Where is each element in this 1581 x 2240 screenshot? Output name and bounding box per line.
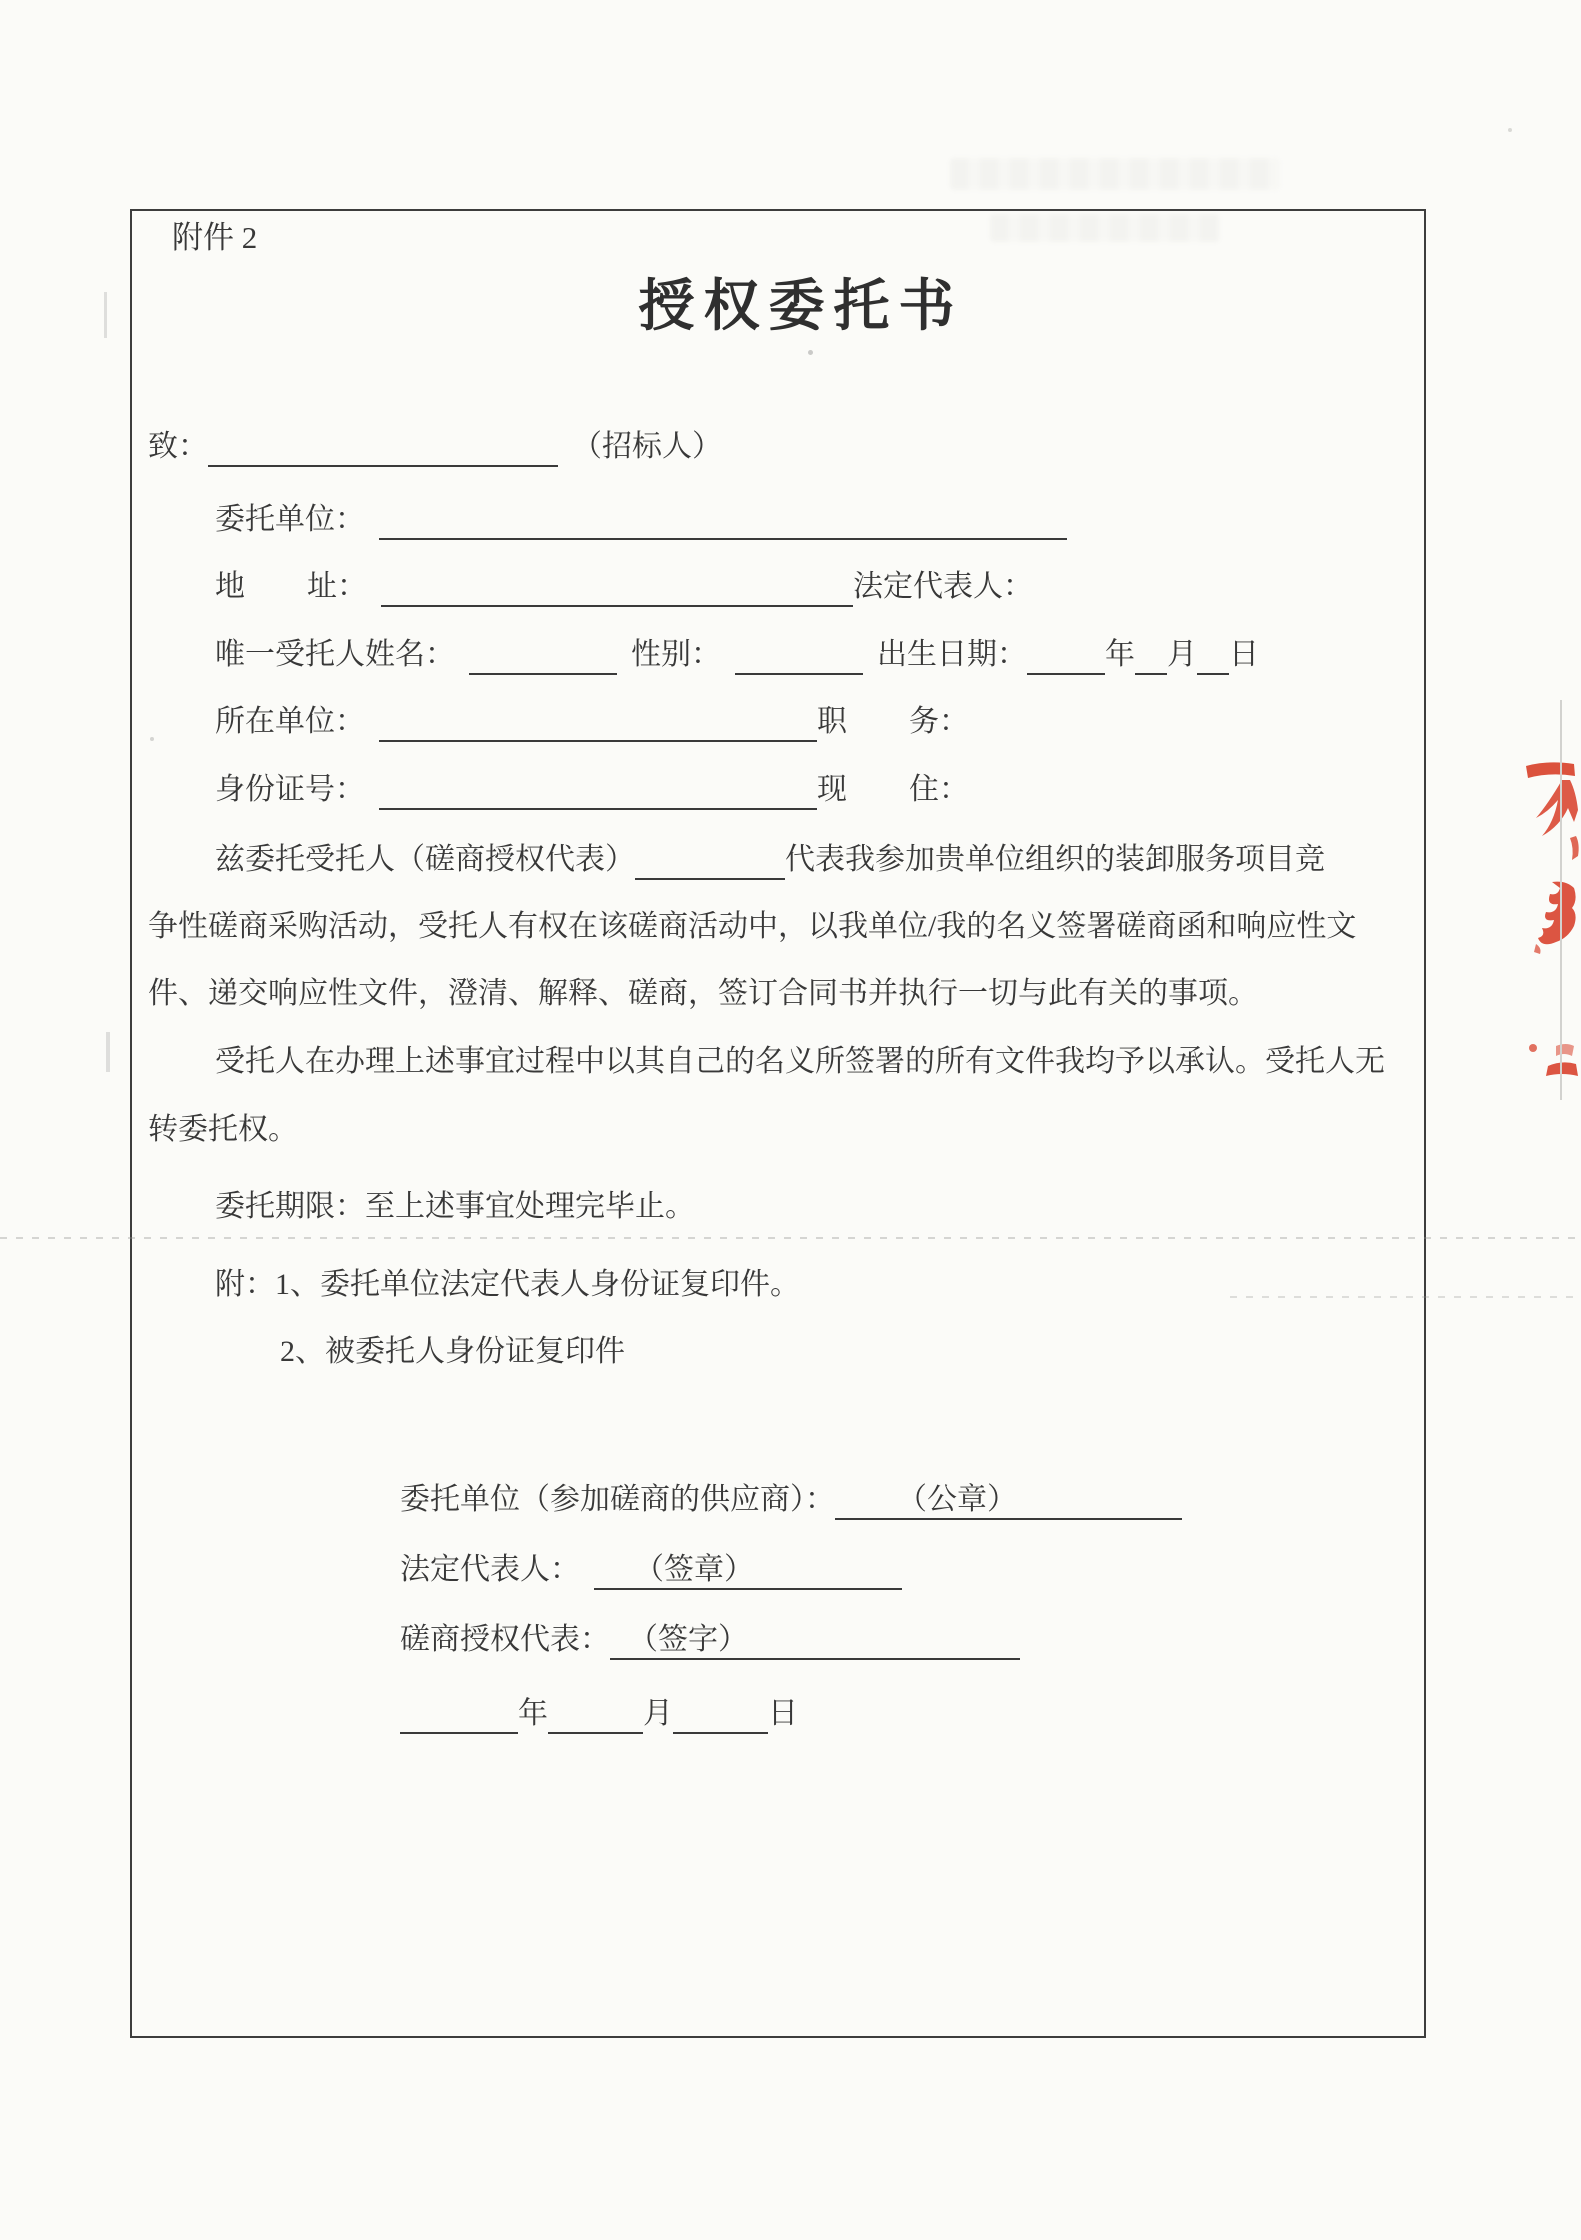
addressee-line xyxy=(148,425,722,469)
entrusting-unit-line xyxy=(215,498,1067,542)
margin-noise-2 xyxy=(106,1032,110,1072)
month-label: 月 xyxy=(1167,638,1197,671)
authorization-paragraph-line3: 件、递交响应性文件，澄清、解释、磋商，签订合同书并执行一切与此有关的事项。 xyxy=(148,977,1258,1010)
document-title: 授权委托书 xyxy=(638,276,964,338)
entrust-unit-blank-field xyxy=(379,498,1067,542)
company-seal-placeholder: （公章） xyxy=(835,1478,1182,1522)
authorization-paragraph-line1 xyxy=(215,838,1325,882)
attach-list-label: 附： xyxy=(215,1268,275,1301)
birthdate-label: 出生日期： xyxy=(877,638,1027,671)
residence-label: 现 xyxy=(817,773,847,806)
agent-sign-placeholder: （签字） xyxy=(610,1618,1020,1662)
bidder-suffix: （招标人） xyxy=(572,430,722,463)
supplier-label: 委托单位（参加磋商的供应商）： xyxy=(400,1483,835,1516)
attachment-label: 附件 2 xyxy=(172,220,258,255)
attachment-list-item2: 2、被委托人身份证复印件 xyxy=(280,1335,625,1368)
trustee-info-line xyxy=(215,633,1259,677)
date-month-blank-field xyxy=(548,1692,643,1736)
work-unit-blank-field xyxy=(379,700,817,744)
gender-blank-field xyxy=(735,633,863,677)
address-label-2: 址： xyxy=(307,570,367,603)
attach-item1-text: 1、委托单位法定代表人身份证复印件。 xyxy=(275,1268,800,1301)
birth-day-blank-field xyxy=(1197,633,1229,677)
trustee-name-blank-field xyxy=(469,633,617,677)
id-label: 身份证号： xyxy=(215,773,365,806)
to-label: 致： xyxy=(148,430,208,463)
entrustment-term-line: 委托期限：至上述事宜处理完毕止。 xyxy=(215,1190,695,1223)
bleed-through-smudge-2 xyxy=(990,214,1220,242)
addressee-blank-field xyxy=(208,425,558,469)
acknowledgment-paragraph-line2: 转委托权。 xyxy=(148,1113,298,1146)
supplier-signature-line xyxy=(400,1478,1182,1522)
bleed-through-smudge-1 xyxy=(950,158,1280,190)
document-border-frame xyxy=(130,209,1426,2038)
authorization-paragraph-line2: 争性磋商采购活动，受托人有权在该磋商活动中，以我单位/我的名义签署磋商函和响应性文 xyxy=(148,910,1357,943)
entrust-unit-label: 委托单位： xyxy=(215,503,365,536)
work-unit-label: 所在单位： xyxy=(215,705,365,738)
page-edge-shadow xyxy=(1560,700,1562,1100)
legal-rep-signature-line xyxy=(400,1548,902,1592)
para1-suffix: 代表我参加贵单位组织的装卸服务项目竞 xyxy=(785,843,1325,876)
legal-rep-seal-placeholder: （签章） xyxy=(594,1548,902,1592)
birth-year-blank-field xyxy=(1027,633,1105,677)
gender-label: 性别： xyxy=(631,638,721,671)
scan-streak-2 xyxy=(1230,1296,1581,1298)
date-year-blank-field xyxy=(400,1692,518,1736)
date-year-label: 年 xyxy=(518,1697,548,1730)
date-day-label: 日 xyxy=(768,1697,798,1730)
address-line xyxy=(215,565,1033,609)
trustee-name-label: 唯一受托人姓名： xyxy=(215,638,455,671)
para1-prefix: 兹委托受托人（磋商授权代表） xyxy=(215,843,635,876)
year-label: 年 xyxy=(1105,638,1135,671)
date-day-blank-field xyxy=(673,1692,768,1736)
address-label: 地 xyxy=(215,570,245,603)
acknowledgment-paragraph-line1: 受托人在办理上述事宜过程中以其自己的名义所签署的所有文件我均予以承认。受托人无 xyxy=(215,1045,1385,1078)
birth-month-blank-field xyxy=(1135,633,1167,677)
red-seal-fragment-middle xyxy=(1532,878,1580,956)
scan-speck-3 xyxy=(1508,128,1512,132)
agent-sign-label: 磋商授权代表： xyxy=(400,1623,610,1656)
id-blank-field xyxy=(379,768,817,812)
margin-noise-1 xyxy=(104,292,107,338)
work-unit-line xyxy=(215,700,969,744)
date-signature-line xyxy=(400,1692,798,1736)
position-label-2: 务： xyxy=(909,705,969,738)
scan-speck-2 xyxy=(150,737,154,741)
residence-label-2: 住： xyxy=(909,773,969,806)
day-label: 日 xyxy=(1229,638,1259,671)
legal-rep-label: 法定代表人： xyxy=(853,570,1033,603)
position-label: 职 xyxy=(817,705,847,738)
scan-speck-1 xyxy=(808,350,813,355)
red-seal-fragment-bottom xyxy=(1526,1036,1581,1080)
address-blank-field xyxy=(381,565,853,609)
legal-rep-sign-label: 法定代表人： xyxy=(400,1553,580,1586)
red-seal-fragment-top xyxy=(1518,752,1581,864)
agent-signature-line xyxy=(400,1618,1020,1662)
attachment-list-item1 xyxy=(215,1263,800,1307)
scan-streak-1 xyxy=(0,1237,1581,1239)
agent-name-blank-field xyxy=(635,838,785,882)
id-number-line xyxy=(215,768,969,812)
date-month-label: 月 xyxy=(643,1697,673,1730)
